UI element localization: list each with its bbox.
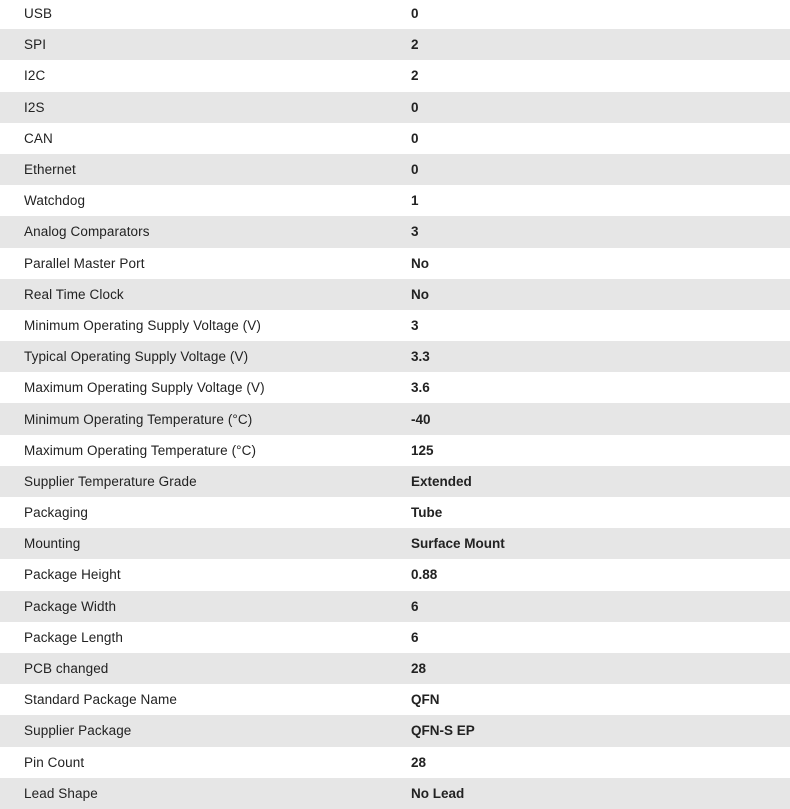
spec-name: I2C [24, 68, 46, 84]
spec-value: 1 [411, 193, 419, 209]
spec-name: Ethernet [24, 162, 76, 178]
spec-name: Standard Package Name [24, 692, 177, 708]
spec-row [0, 185, 790, 216]
spec-name: Maximum Operating Temperature (°C) [24, 442, 257, 458]
spec-row [0, 778, 790, 809]
spec-value: Surface Mount [411, 536, 505, 552]
spec-name: USB [24, 6, 53, 22]
spec-row [0, 123, 790, 154]
spec-value: 3.6 [411, 380, 430, 396]
spec-name: Watchdog [24, 193, 86, 209]
spec-value: 0 [411, 99, 419, 115]
spec-value: Tube [411, 505, 443, 521]
spec-row [0, 435, 790, 466]
spec-value: 3 [411, 317, 419, 333]
spec-value: No [411, 286, 429, 302]
spec-value: 3 [411, 224, 419, 240]
spec-row [0, 372, 790, 403]
spec-row [0, 341, 790, 372]
spec-row [0, 653, 790, 684]
spec-value: 0 [411, 130, 419, 146]
spec-name: Packaging [24, 505, 88, 521]
spec-value: 3.3 [411, 349, 430, 365]
spec-row [0, 154, 790, 185]
spec-row [0, 279, 790, 310]
spec-value: 125 [411, 442, 434, 458]
spec-name: Maximum Operating Supply Voltage (V) [24, 380, 265, 396]
spec-name: CAN [24, 130, 53, 146]
spec-value: No Lead [411, 785, 465, 801]
spec-row [0, 0, 790, 29]
spec-row [0, 559, 790, 590]
spec-value: 0.88 [411, 567, 438, 583]
spec-row [0, 591, 790, 622]
spec-name: SPI [24, 37, 47, 53]
spec-row [0, 497, 790, 528]
spec-value: Extended [411, 473, 472, 489]
spec-value: -40 [411, 411, 431, 427]
spec-row [0, 60, 790, 91]
spec-value: QFN [411, 692, 440, 708]
spec-row [0, 622, 790, 653]
spec-row [0, 92, 790, 123]
spec-row [0, 310, 790, 341]
spec-name: Package Length [24, 629, 123, 645]
spec-value: 0 [411, 162, 419, 178]
spec-name: Pin Count [24, 754, 85, 770]
spec-name: Minimum Operating Supply Voltage (V) [24, 317, 261, 333]
spec-name: Mounting [24, 536, 81, 552]
spec-row [0, 248, 790, 279]
spec-name: PCB changed [24, 661, 109, 677]
spec-row [0, 528, 790, 559]
spec-value: No [411, 255, 429, 271]
spec-name: Real Time Clock [24, 286, 124, 302]
spec-name: Minimum Operating Temperature (°C) [24, 411, 253, 427]
spec-row [0, 29, 790, 60]
spec-name: Package Width [24, 598, 117, 614]
spec-name: Typical Operating Supply Voltage (V) [24, 349, 249, 365]
spec-value: QFN-S EP [411, 723, 475, 739]
spec-row [0, 216, 790, 247]
spec-value: 2 [411, 68, 419, 84]
spec-name: Supplier Temperature Grade [24, 473, 197, 489]
spec-row [0, 466, 790, 497]
spec-row [0, 684, 790, 715]
spec-name: Parallel Master Port [24, 255, 145, 271]
spec-name: Analog Comparators [24, 224, 150, 240]
spec-value: 28 [411, 661, 427, 677]
spec-row [0, 747, 790, 778]
spec-name: Supplier Package [24, 723, 132, 739]
spec-row [0, 403, 790, 434]
spec-value: 6 [411, 629, 419, 645]
spec-value: 28 [411, 754, 427, 770]
spec-value: 6 [411, 598, 419, 614]
spec-name: Lead Shape [24, 785, 98, 801]
spec-row [0, 715, 790, 746]
spec-value: 0 [411, 6, 419, 22]
spec-name: I2S [24, 99, 45, 115]
spec-name: Package Height [24, 567, 121, 583]
spec-value: 2 [411, 37, 419, 53]
